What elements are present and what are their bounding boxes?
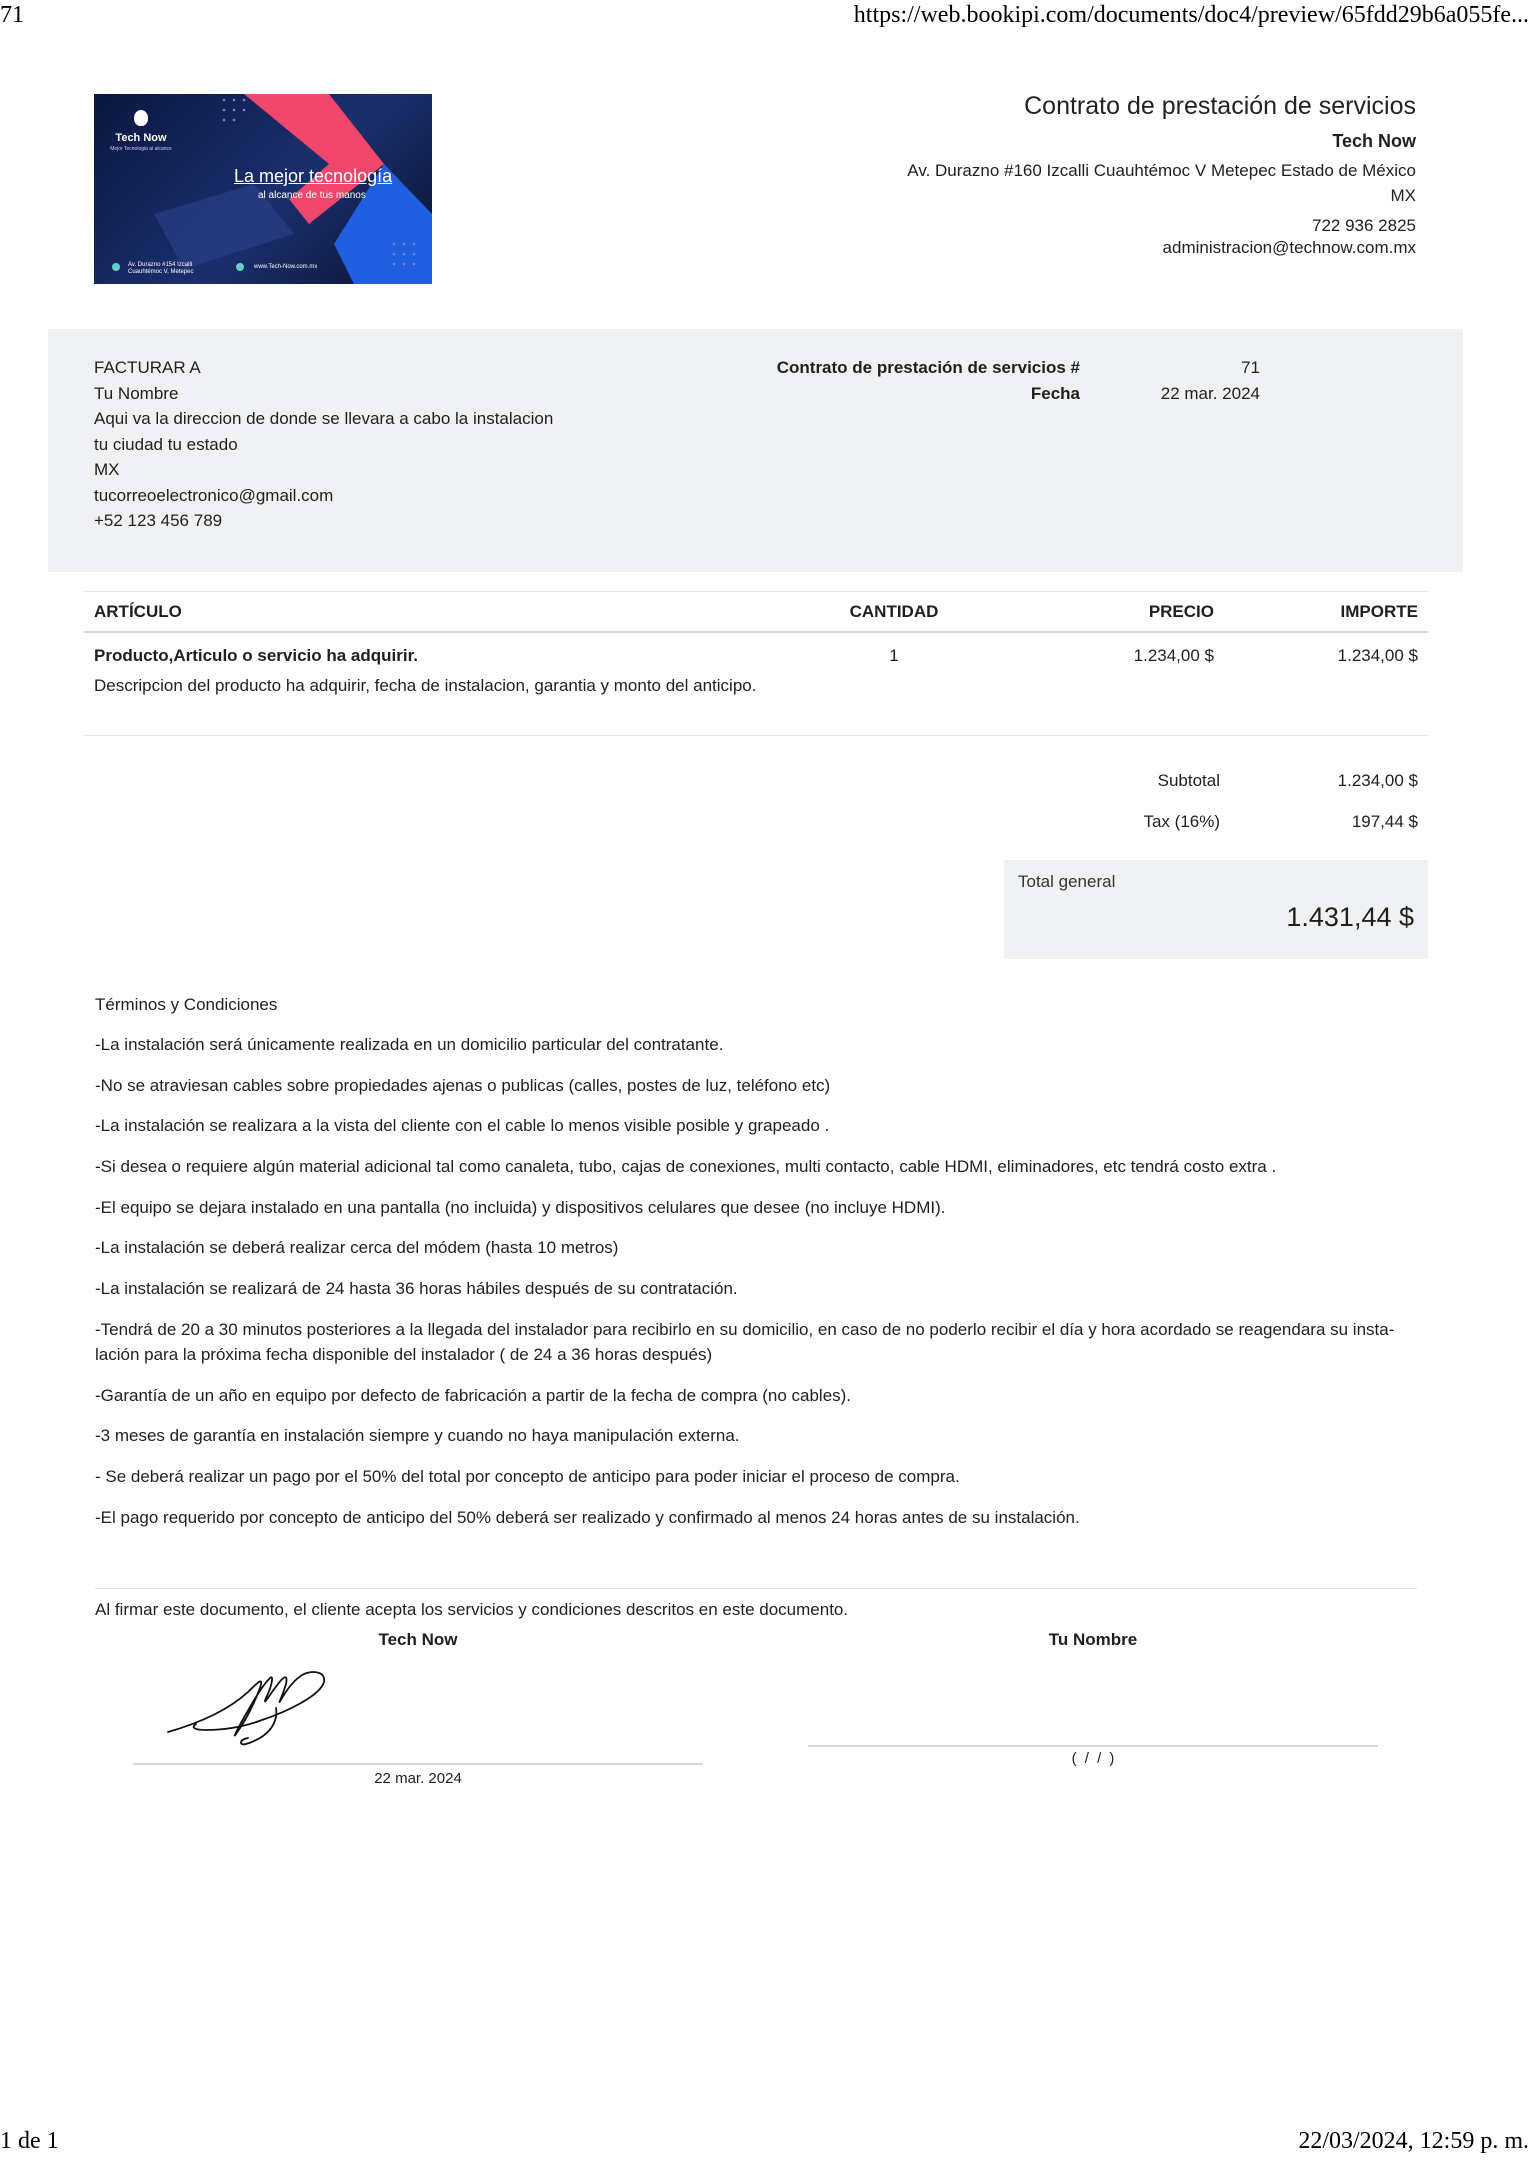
print-url: https://web.bookipi.com/documents/doc4/preview/65fdd29b6a055fe... bbox=[853, 2, 1529, 28]
document-title: Contrato de prestación de servicios bbox=[1024, 92, 1416, 120]
term-item: -No se atraviesan cables sobre propiedades ajenas o publicas (calles, postes de luz, teléfono etc) bbox=[95, 1075, 831, 1095]
bill-to-city: tu ciudad tu estado bbox=[94, 434, 238, 454]
signature-client bbox=[808, 1630, 1378, 1650]
signature-intro: Al firmar este documento, el cliente acepta los servicios y condiciones descritos en este documento. bbox=[95, 1600, 849, 1619]
header-price: PRECIO bbox=[1148, 601, 1214, 621]
logo-tagline: La mejor tecnología bbox=[234, 166, 393, 186]
company-email: administracion@technow.com.mx bbox=[1162, 238, 1416, 257]
provider-signature-line bbox=[133, 1763, 703, 1765]
subtotal-value: 1.234,00 $ bbox=[1337, 771, 1418, 790]
client-signature-date: ( / / ) bbox=[1071, 1750, 1115, 1767]
term-item: -La instalación se deberá realizar cerca del módem (hasta 10 metros) bbox=[95, 1238, 619, 1258]
company-phone: 722 936 2825 bbox=[1312, 216, 1416, 235]
term-item: -El equipo se dejara instalado en una pantalla (no incluida) y dispositivos celulares que desee (no incluye HDMI). bbox=[95, 1197, 946, 1217]
grand-total-label: Total general bbox=[1018, 872, 1116, 891]
item-amount: 1.234,00 $ bbox=[1337, 646, 1418, 665]
logo-website: www.Tech-Now.com.mx bbox=[254, 264, 318, 270]
term-item: -Si desea o requiere algún material adicional tal como canaleta, tubo, cajas de conexiones, multi contacto, cable HDMI, eliminadores, etc tendrá costo extra . bbox=[95, 1157, 1277, 1177]
provider-signature-date: 22 mar. 2024 bbox=[374, 1770, 462, 1787]
company-address: Av. Durazno #160 Izcalli Cuauhtémoc V Metepec Estado de México MX bbox=[907, 161, 1416, 205]
handwritten-signature bbox=[166, 1668, 336, 1746]
term-item: -El pago requerido por concepto de anticipo del 50% deberá ser realizado y confirmado al menos 24 horas antes de su instalación. bbox=[95, 1507, 1080, 1527]
item-name: Producto,Articulo o servicio ha adquirir. bbox=[94, 646, 419, 665]
apple-icon bbox=[134, 110, 148, 126]
items-table-header bbox=[84, 591, 1428, 633]
totals bbox=[1000, 760, 1428, 842]
bill-to-address: Aqui va la direccion de donde se llevara a cabo la instalacion bbox=[94, 409, 554, 428]
company-info bbox=[896, 92, 1416, 258]
items-table bbox=[84, 591, 1428, 736]
bill-to-email: tucorreoelectronico@gmail.com bbox=[94, 485, 334, 505]
term-item: -Tendrá de 20 a 30 minutos posteriores a la llegada del instalador para recibirlo en su domicilio, en caso de no poderlo recibir el día y hora acordado se reagendara su insta-lación para la próxima fecha disponible del instalador ( de 24 a 36 horas después) bbox=[95, 1319, 1395, 1364]
logo-brand: Tech Now bbox=[115, 132, 167, 144]
client-name: Tu Nombre bbox=[1048, 1630, 1138, 1649]
company-name: Tech Now bbox=[1332, 131, 1416, 151]
term-item: -La instalación se realizará de 24 hasta 36 horas hábiles después de su contratación. bbox=[95, 1279, 738, 1299]
contract-number-label: Contrato de prestación de servicios # bbox=[776, 358, 1080, 377]
date-label: Fecha bbox=[1030, 383, 1080, 403]
bill-to bbox=[94, 355, 553, 534]
print-timestamp: 22/03/2024, 12:59 p. m. bbox=[1298, 2128, 1529, 2154]
terms-title: Términos y Condiciones bbox=[95, 995, 278, 1014]
header-item: ARTÍCULO bbox=[94, 601, 182, 621]
term-item: -La instalación se realizara a la vista del cliente con el cable lo menos visible posible y grapeado . bbox=[95, 1116, 830, 1136]
subtotal-label: Subtotal bbox=[1157, 771, 1220, 790]
item-description: Descripcion del producto ha adquirir, fecha de instalacion, garantia y monto del anticipo. bbox=[94, 676, 757, 695]
contract-meta bbox=[708, 355, 1260, 406]
term-item: -La instalación será únicamente realizada en un domicilio particular del contratante. bbox=[95, 1035, 724, 1054]
terms-and-conditions bbox=[95, 992, 1435, 1545]
client-signature-line bbox=[808, 1745, 1378, 1747]
provider-name: Tech Now bbox=[378, 1630, 458, 1649]
tax-value: 197,44 $ bbox=[1351, 812, 1418, 831]
signature-provider bbox=[133, 1630, 703, 1650]
bill-to-phone: +52 123 456 789 bbox=[94, 511, 223, 530]
grand-total-value: 1.431,44 $ bbox=[1286, 902, 1414, 932]
term-item: - Se deberá realizar un pago por el 50% del total por concepto de anticipo para poder iniciar el proceso de compra. bbox=[95, 1466, 960, 1486]
print-page-number: 71 bbox=[0, 2, 24, 28]
tax-label: Tax (16%) bbox=[1143, 812, 1220, 831]
contract-number: 71 bbox=[1241, 358, 1260, 377]
print-page-count: 1 de 1 bbox=[0, 2128, 59, 2154]
item-qty: 1 bbox=[889, 646, 899, 665]
logo-address: Av. Durazno #154 Izcalli Cuauhtémoc V, Metepec bbox=[128, 262, 194, 275]
term-item: -3 meses de garantía en instalación siempre y cuando no haya manipulación externa. bbox=[95, 1426, 740, 1446]
company-logo-banner bbox=[94, 94, 432, 284]
billing-panel bbox=[48, 329, 1463, 572]
bill-to-country: MX bbox=[94, 460, 120, 479]
bill-to-name: Tu Nombre bbox=[94, 383, 179, 403]
logo-brand-sub: Mejor Tecnologia al alcance bbox=[110, 146, 172, 152]
logo-tagline-sub: al alcance de tus manos bbox=[258, 190, 366, 201]
header-amount: IMPORTE bbox=[1340, 601, 1418, 621]
header-qty: CANTIDAD bbox=[849, 601, 939, 621]
grand-total-box bbox=[1004, 860, 1428, 959]
table-row bbox=[84, 633, 1428, 736]
bill-to-heading: FACTURAR A bbox=[94, 358, 201, 377]
item-price: 1.234,00 $ bbox=[1133, 646, 1214, 665]
term-item: -Garantía de un año en equipo por defecto de fabricación a partir de la fecha de compra (no cables). bbox=[95, 1385, 852, 1405]
signature-divider bbox=[95, 1588, 1417, 1589]
date-value: 22 mar. 2024 bbox=[1160, 383, 1260, 403]
